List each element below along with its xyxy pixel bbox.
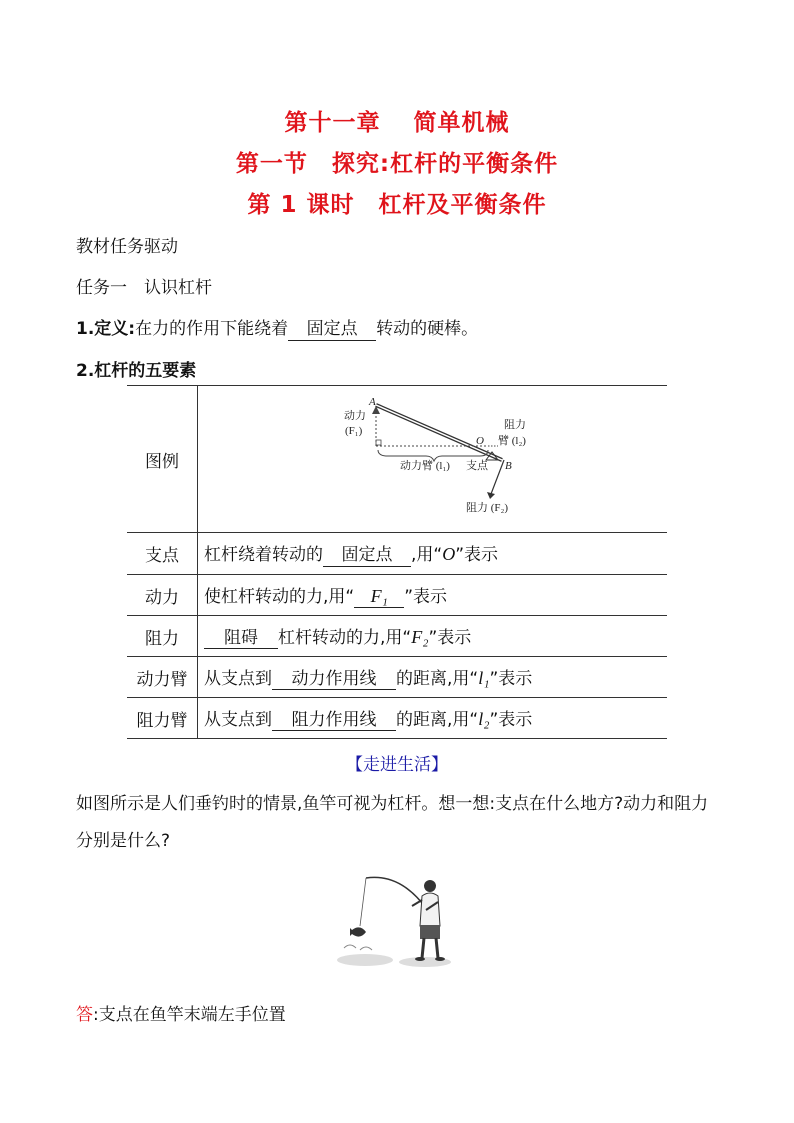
row-content: 从支点到 阻力作用线 的距离,用“l₂”表示 (204, 708, 533, 730)
answer-text: :支点在鱼竿末端左手位置 (93, 1005, 286, 1025)
row-label: 动力臂 (127, 657, 198, 698)
label-load-force: 阻力 (F₂) (466, 502, 509, 514)
answer-blank: F₁ (354, 586, 404, 608)
answer-line (76, 1000, 286, 1025)
lesson-title: 第 1 课时 杠杆及平衡条件 (247, 192, 547, 218)
definition-line (76, 314, 478, 341)
lever-diagram (198, 386, 667, 532)
task-one-heading: 任务一 认识杠杆 (76, 278, 212, 298)
answer-blank: 阻力作用线 (272, 711, 396, 732)
answer-label: 答 (76, 1005, 93, 1025)
answer-blank: 动力作用线 (272, 670, 396, 691)
lever-diagram-cell (198, 386, 668, 533)
chapter-title: 第十一章 简单机械 (284, 110, 510, 136)
answer-blank: 阻碍 (204, 629, 278, 650)
label-o: O (476, 435, 484, 447)
table-row (127, 575, 667, 616)
label-b: B (505, 460, 512, 472)
answer-blank: 固定点 (323, 546, 411, 567)
row-content: 阻碍 杠杆转动的力,用“F₂”表示 (198, 616, 668, 657)
row-label: 支点 (127, 533, 198, 575)
label-load-arm-2: 臂 (l₂) (498, 435, 526, 447)
diagram-label: 图例 (127, 386, 198, 533)
definition-before: 在力的作用下能绕着 (135, 319, 289, 339)
table-row (127, 616, 667, 657)
row-content: 使杠杆转动的力,用“ F₁ ”表示 (204, 586, 448, 608)
section-title: 第一节 探究:杠杆的平衡条件 (235, 151, 559, 177)
five-elements-table (127, 385, 667, 739)
definition-after: 转动的硬棒。 (376, 319, 479, 339)
table-row (127, 657, 667, 698)
material-heading: 教材任务驱动 (76, 237, 178, 257)
definition-prefix: 1.定义: (76, 319, 136, 339)
row-content: 杠杆绕着转动的 固定点 ,用“O”表示 (204, 544, 499, 566)
label-effort-sym: (F₁) (345, 425, 363, 437)
row-label: 阻力 (127, 616, 198, 657)
question-text: 如图所示是人们垂钓时的情景,鱼竿可视为杠杆。想一想:支点在什么地方?动力和阻力分别是什么? (76, 794, 709, 851)
label-a: A (369, 396, 376, 408)
table-row (127, 533, 667, 575)
fishing-illustration (330, 868, 460, 978)
row-content: 从支点到 动力作用线 的距离,用“l₁”表示 (204, 667, 533, 689)
table-row-diagram (127, 386, 667, 533)
label-fulcrum: 支点 (466, 460, 488, 472)
table-row (127, 698, 667, 739)
life-heading: 【走进生活】 (346, 755, 448, 775)
label-effort-arm: 动力臂 (l₁) (400, 460, 450, 472)
row-label: 动力 (127, 575, 198, 616)
five-elements-title: 2.杠杆的五要素 (76, 361, 197, 381)
definition-blank: 固定点 (288, 320, 376, 341)
label-load-arm-1: 阻力 (504, 419, 526, 431)
label-effort-force: 动力 (344, 410, 366, 422)
row-label: 阻力臂 (127, 698, 198, 739)
